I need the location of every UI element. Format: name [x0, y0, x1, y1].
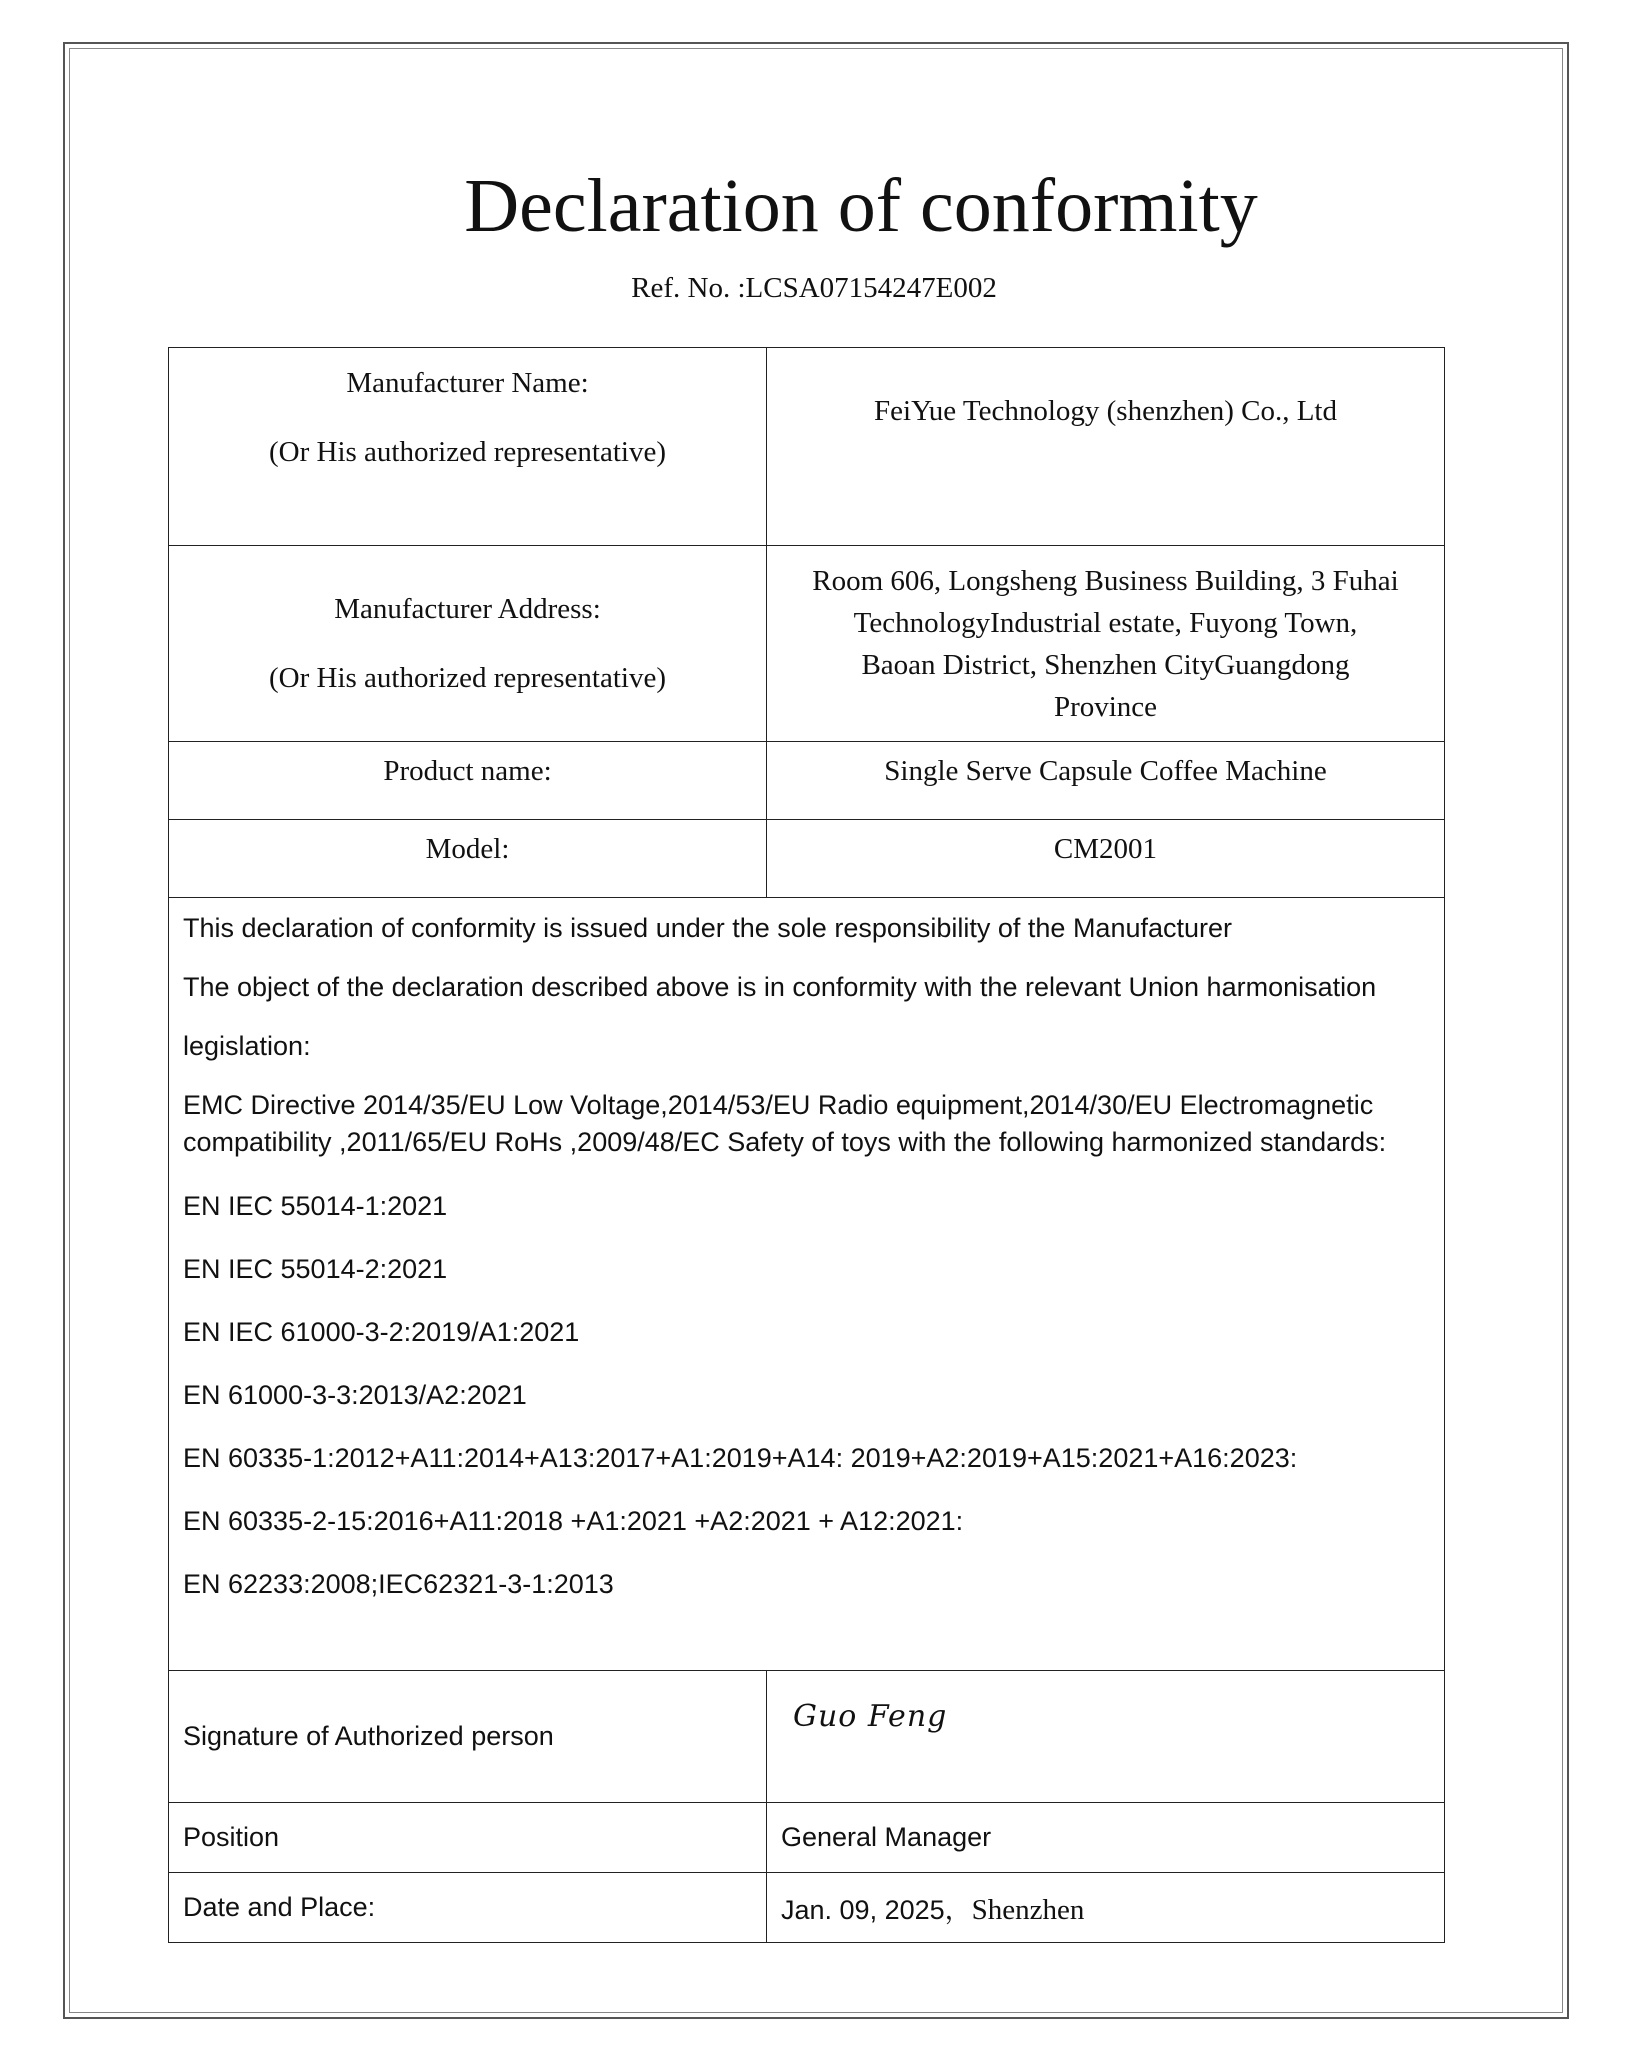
- standard-item: EN 61000-3-3:2013/A2:2021: [183, 1380, 527, 1410]
- address-line-1: Room 606, Longsheng Business Building, 3 Fuhai: [812, 564, 1399, 597]
- manufacturer-address-label: Manufacturer Address:: [334, 593, 601, 625]
- position-value: General Manager: [767, 1803, 1445, 1873]
- row-declaration: [169, 898, 1445, 1671]
- declaration-directives: EMC Directive 2014/35/EU Low Voltage,2014/53/EU Radio equipment,2014/30/EU Electromagnetic compatibility ,2011/65/EU RoHs ,2009/48/EC Safety of toys with the following harmonized standards:: [183, 1090, 1387, 1157]
- manufacturer-name-value: FeiYue Technology (shenzhen) Co., Ltd: [874, 395, 1337, 427]
- date-value: Jan. 09, 2025，: [781, 1895, 972, 1925]
- row-signature: [169, 1671, 1445, 1803]
- standard-item: EN 62233:2008;IEC62321-3-1:2013: [183, 1569, 614, 1599]
- declaration-cell: [169, 898, 1445, 1671]
- row-manufacturer-name: [169, 348, 1445, 546]
- reference-number: Ref. No. :LCSA07154247E002: [631, 272, 997, 304]
- manufacturer-name-sublabel: (Or His authorized representative): [269, 436, 666, 468]
- manufacturer-name-label: Manufacturer Name:: [346, 367, 589, 399]
- place-value: Shenzhen: [971, 1894, 1085, 1926]
- declaration-line-2: The object of the declaration described above is in conformity with the relevant Union harmonisation: [183, 972, 1377, 1002]
- manufacturer-name-label-cell: [169, 348, 767, 546]
- manufacturer-name-value-cell: [767, 348, 1445, 546]
- manufacturer-address-label-cell: [169, 546, 767, 742]
- row-product-name: [169, 742, 1445, 820]
- signature-value: Guo Feng: [767, 1671, 1445, 1803]
- row-position: [169, 1803, 1445, 1873]
- standard-item: EN IEC 55014-2:2021: [183, 1254, 448, 1284]
- standard-item: EN 60335-1:2012+A11:2014+A13:2017+A1:2019+A14: 2019+A2:2019+A15:2021+A16:2023:: [183, 1443, 1298, 1473]
- manufacturer-address-sublabel: (Or His authorized representative): [269, 662, 666, 694]
- standard-item: EN IEC 61000-3-2:2019/A1:2021: [183, 1317, 580, 1347]
- document-title: Declaration of conformity: [464, 164, 1258, 248]
- row-date-place: [169, 1873, 1445, 1943]
- declaration-line-3: legislation:: [183, 1031, 311, 1061]
- standard-item: EN IEC 55014-1:2021: [183, 1191, 448, 1221]
- signature-label: Signature of Authorized person: [169, 1671, 767, 1803]
- standard-item: EN 60335-2-15:2016+A11:2018 +A1:2021 +A2:2021 + A12:2021:: [183, 1506, 964, 1536]
- model-label: Model:: [169, 820, 767, 898]
- manufacturer-address-value-cell: [767, 546, 1445, 742]
- address-line-3: Baoan District, Shenzhen CityGuangdong: [861, 648, 1350, 681]
- position-label: Position: [169, 1803, 767, 1873]
- declaration-line-1: This declaration of conformity is issued under the sole responsibility of the Manufacturer: [183, 913, 1233, 943]
- row-manufacturer-address: [169, 546, 1445, 742]
- address-line-4: Province: [1053, 690, 1158, 723]
- product-name-label: Product name:: [169, 742, 767, 820]
- date-place-label: Date and Place:: [169, 1873, 767, 1943]
- product-name-value: Single Serve Capsule Coffee Machine: [767, 742, 1445, 820]
- address-line-2: TechnologyIndustrial estate, Fuyong Town,: [853, 606, 1358, 639]
- declaration-table: [168, 347, 1445, 1943]
- model-value: CM2001: [767, 820, 1445, 898]
- row-model: [169, 820, 1445, 898]
- date-place-value-cell: [767, 1873, 1445, 1943]
